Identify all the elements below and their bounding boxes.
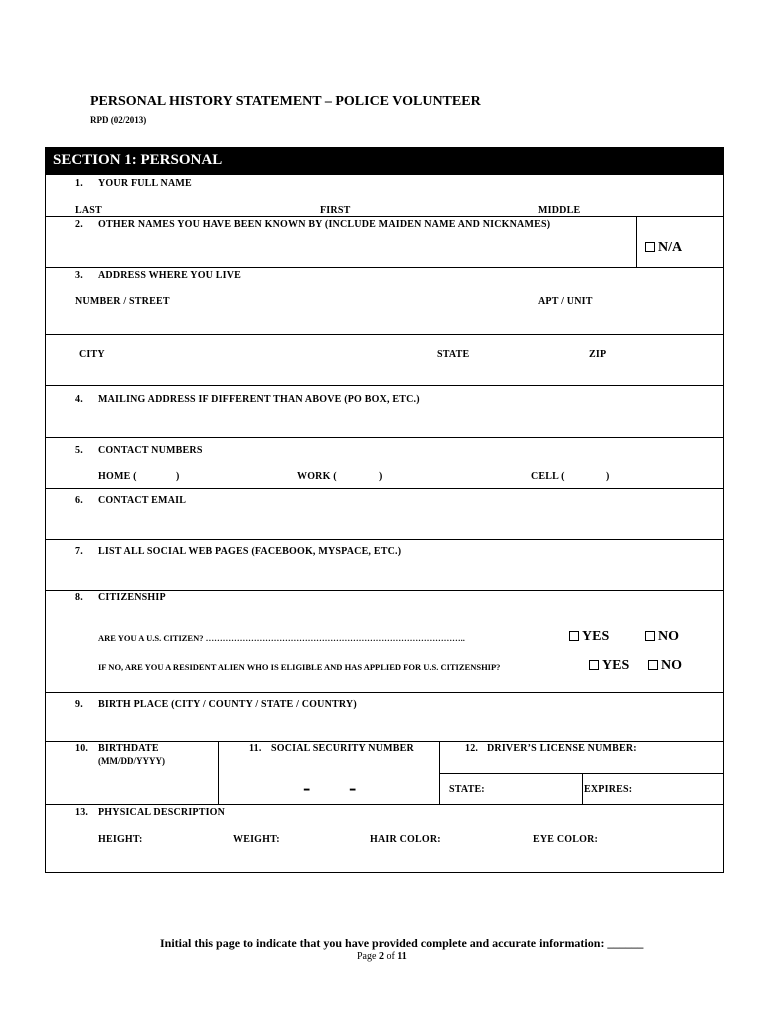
q12-number: 12. <box>465 743 479 754</box>
q5-label: CONTACT NUMBERS <box>98 445 203 456</box>
q6-label[interactable]: CONTACT EMAIL <box>98 495 187 506</box>
q7-number: 7. <box>75 546 83 557</box>
first-name-label[interactable]: FIRST <box>320 205 351 216</box>
zip-label[interactable]: ZIP <box>589 349 607 360</box>
q5-number: 5. <box>75 445 83 456</box>
citizen-yes-checkbox[interactable]: YES <box>569 629 609 645</box>
section-banner <box>45 147 724 175</box>
work-phone-label[interactable]: WORK ( <box>297 471 337 482</box>
q6-number: 6. <box>75 495 83 506</box>
ssn-dash-2: - <box>349 775 357 800</box>
resident-no-checkbox[interactable]: NO <box>648 658 682 674</box>
state-label[interactable]: STATE <box>437 349 470 360</box>
checkbox-icon[interactable] <box>645 631 655 641</box>
q11-number: 11. <box>249 743 262 754</box>
q3-label: ADDRESS WHERE YOU LIVE <box>98 270 242 281</box>
work-phone-close: ) <box>379 471 383 482</box>
q4-number: 4. <box>75 394 83 405</box>
checkbox-icon[interactable] <box>569 631 579 641</box>
initial-statement[interactable]: Initial this page to indicate that you have provided complete and accurate information: ______ <box>160 936 644 950</box>
section-title: SECTION 1: PERSONAL <box>53 152 223 168</box>
q11-label[interactable]: SOCIAL SECURITY NUMBER <box>271 743 414 754</box>
q2-label: OTHER NAMES YOU HAVE BEEN KNOWN BY (INCLUDE MAIDEN NAME AND NICKNAMES) <box>98 219 551 230</box>
citizen-question: ARE YOU A U.S. CITIZEN? ……………………………………………………………………………….. <box>98 633 465 643</box>
q9-label[interactable]: BIRTH PLACE (CITY / COUNTY / STATE / COUNTRY) <box>98 699 357 710</box>
home-phone-close: ) <box>176 471 180 482</box>
q4-label[interactable]: MAILING ADDRESS IF DIFFERENT THAN ABOVE (PO BOX, ETC.) <box>98 394 420 405</box>
form-title: PERSONAL HISTORY STATEMENT – POLICE VOLUNTEER <box>90 94 481 109</box>
city-label[interactable]: CITY <box>79 349 105 360</box>
birthdate-format: (MM/DD/YYYY) <box>98 756 165 766</box>
license-state-label[interactable]: STATE: <box>449 784 485 795</box>
q12-label[interactable]: DRIVER’S LICENSE NUMBER: <box>487 743 637 754</box>
apt-label[interactable]: APT / UNIT <box>538 296 593 307</box>
resident-question: IF NO, ARE YOU A RESIDENT ALIEN WHO IS ELIGIBLE AND HAS APPLIED FOR U.S. CITIZENSHIP? <box>98 662 501 672</box>
height-label[interactable]: HEIGHT: <box>98 834 143 845</box>
weight-label[interactable]: WEIGHT: <box>233 834 280 845</box>
page-number: Page 2 of 11 <box>357 951 407 962</box>
q9-number: 9. <box>75 699 83 710</box>
hair-color-label[interactable]: HAIR COLOR: <box>370 834 441 845</box>
cell-phone-close: ) <box>606 471 610 482</box>
q13-label: PHYSICAL DESCRIPTION <box>98 807 226 818</box>
citizen-no-checkbox[interactable]: NO <box>645 629 679 645</box>
q8-number: 8. <box>75 592 83 603</box>
q10-number: 10. <box>75 743 89 754</box>
home-phone-label[interactable]: HOME ( <box>98 471 137 482</box>
q1-number: 1. <box>75 178 83 189</box>
street-label[interactable]: NUMBER / STREET <box>75 296 170 307</box>
cell-phone-label[interactable]: CELL ( <box>531 471 565 482</box>
license-expires-label[interactable]: EXPIRES: <box>584 784 633 795</box>
na-checkbox[interactable]: N/A <box>645 240 682 256</box>
q10-label[interactable]: BIRTHDATE <box>98 743 159 754</box>
checkbox-icon[interactable] <box>589 660 599 670</box>
q7-label[interactable]: LIST ALL SOCIAL WEB PAGES (FACEBOOK, MYSPACE, ETC.) <box>98 546 402 557</box>
ssn-dash-1: - <box>303 775 311 800</box>
form-code: RPD (02/2013) <box>90 115 147 125</box>
last-name-label[interactable]: LAST <box>75 205 102 216</box>
checkbox-icon[interactable] <box>648 660 658 670</box>
eye-color-label[interactable]: EYE COLOR: <box>533 834 599 845</box>
q13-number: 13. <box>75 807 89 818</box>
resident-yes-checkbox[interactable]: YES <box>589 658 629 674</box>
middle-name-label[interactable]: MIDDLE <box>538 205 581 216</box>
q3-number: 3. <box>75 270 83 281</box>
q8-label: CITIZENSHIP <box>98 592 166 603</box>
checkbox-icon[interactable] <box>645 242 655 252</box>
q2-number: 2. <box>75 219 83 230</box>
q1-label: YOUR FULL NAME <box>98 178 192 189</box>
